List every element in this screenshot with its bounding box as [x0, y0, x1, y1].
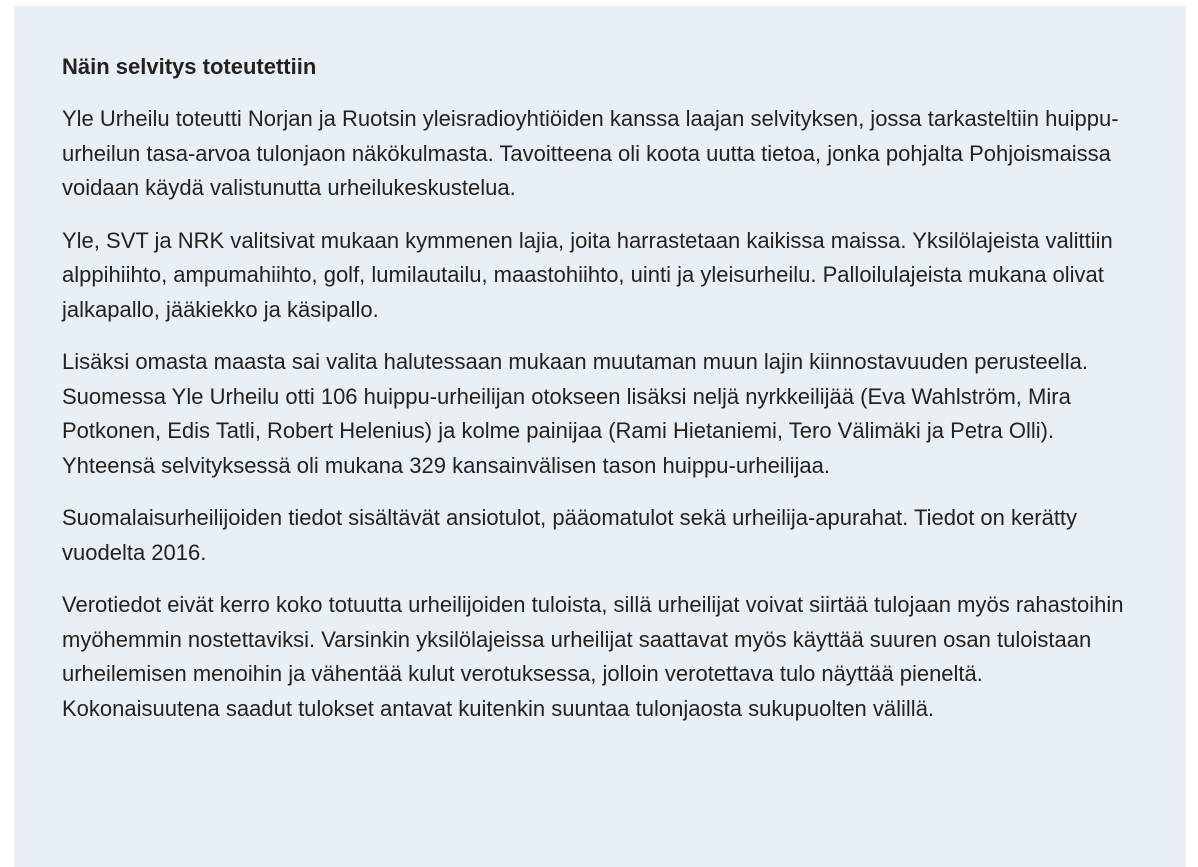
info-box-heading: Näin selvitys toteutettiin — [62, 54, 317, 79]
paragraph-tax-caveats: Verotiedot eivät kerro koko totuutta urheilijoiden tuloista, sillä urheilijat voivat siirtää tulojaan myös rahastoihin myöhemmin nostettaviksi. Varsinkin yksilölajeissa urheilijat saattavat myös käyttää suuren osan tuloistaan urheilemisen menoihin ja vähentää kulut verotuksessa, jolloin verotettava tulo näyttää pieneltä. Kokonaisuutena saadut tulokset antavat kuitenkin suuntaa tulonjaosta sukupuolten välillä. — [62, 592, 1124, 721]
paragraph-data-sources: Suomalaisurheilijoiden tiedot sisältävät ansiotulot, pääomatulot sekä urheilija-apurahat. Tiedot on kerätty vuodelta 2016. — [62, 505, 1078, 565]
paragraph-additional-athletes: Lisäksi omasta maasta sai valita halutessaan mukaan muutaman muun lajin kiinnostavuuden perusteella. Suomessa Yle Urheilu otti 106 huippu-urheilijan otokseen lisäksi neljä nyrkkeilijää (Eva Wahlström, Mira Potkonen, Edis Tatli, Robert Helenius) ja kolme painijaa (Rami Hietaniemi, Tero Välimäki ja Petra Olli). Yhteensä selvityksessä oli mukana 329 kansainvälisen tason huippu-urheilijaa. — [62, 349, 1089, 478]
paragraph-survey-intro: Yle Urheilu toteutti Norjan ja Ruotsin yleisradioyhtiöiden kanssa laajan selvityksen, jossa tarkasteltiin huippu-urheilun tasa-arvoa tulonjaon näkökulmasta. Tavoitteena oli koota uutta tietoa, jonka pohjalta Pohjoismaissa voidaan käydä valistunutta urheilukeskustelua. — [62, 106, 1119, 200]
paragraph-sports-selection: Yle, SVT ja NRK valitsivat mukaan kymmenen lajia, joita harrastetaan kaikissa maissa. Yksilölajeista valittiin alppihiihto, ampumahiihto, golf, lumilautailu, maastohiihto, uinti ja yleisurheilu. Palloilulajeista mukana olivat jalkapallo, jääkiekko ja käsipallo. — [62, 227, 1113, 322]
info-box — [14, 6, 1186, 867]
